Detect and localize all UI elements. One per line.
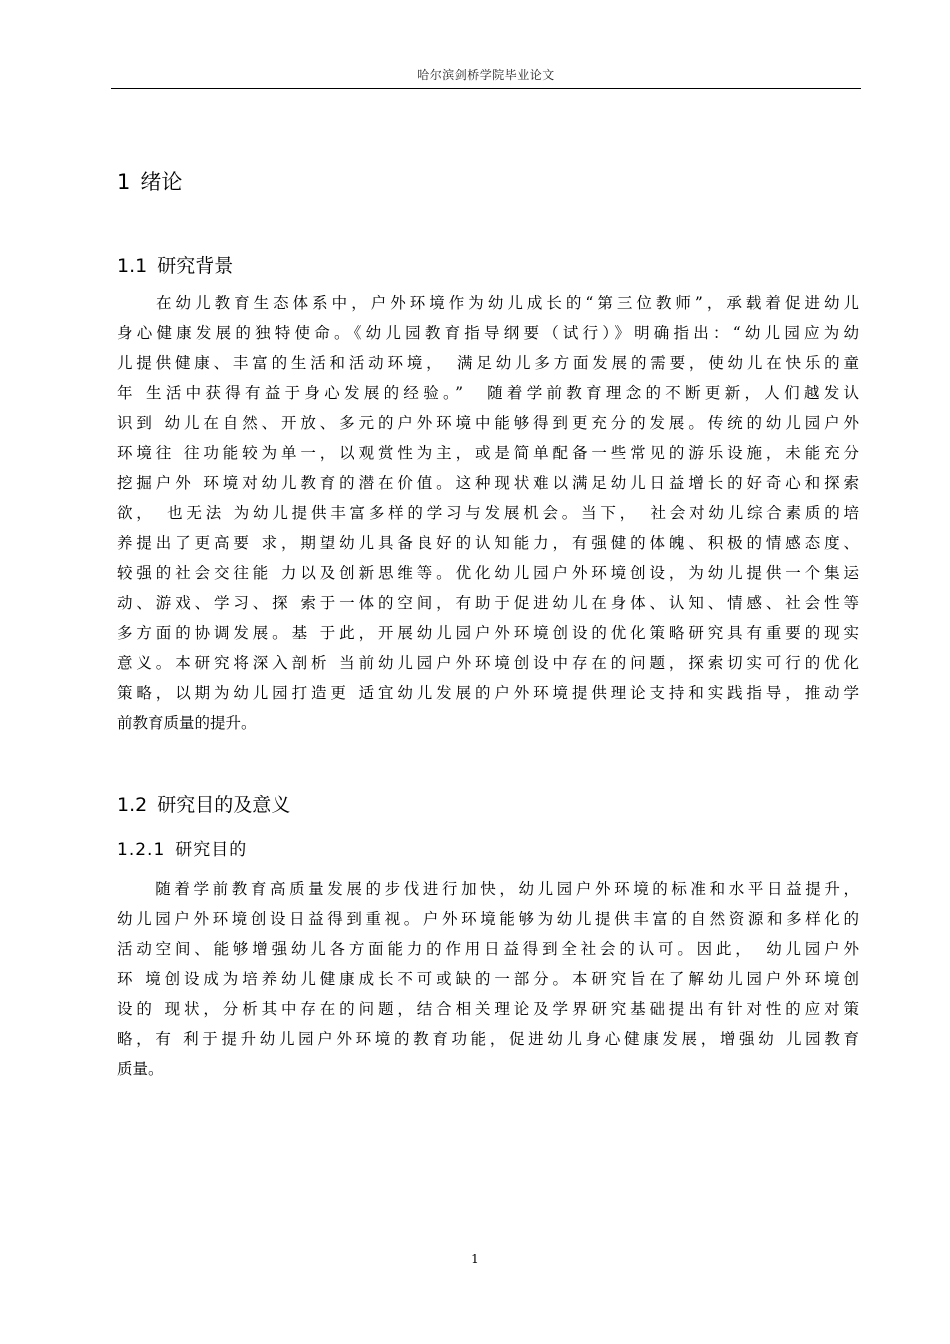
text-line: 识到 幼儿在自然、开放、多元的户外环境中能够得到更充分的发展。传统的幼儿园户外 <box>117 414 859 432</box>
text-line: 环境往 往功能较为单一，以观赏性为主，或是简单配备一些常见的游乐设施，未能充分 <box>117 444 859 462</box>
text-line: 意义。本研究将深入剖析 当前幼儿园户外环境创设中存在的问题，探索切实可行的优化 <box>117 654 859 672</box>
chapter-number: 1 <box>117 170 131 194</box>
text-line: 身心健康发展的独特使命。《幼儿园教育指导纲要（试行）》明确指出：“幼儿园应为幼 <box>117 324 859 342</box>
text-line: 幼儿园户外环境创设日益得到重视。户外环境能够为幼儿提供丰富的自然资源和多样化的 <box>117 910 859 928</box>
text-line: 欲， 也无法 为幼儿提供丰富多样的学习与发展机会。当下， 社会对幼儿综合素质的培 <box>117 504 859 522</box>
header-rule <box>111 88 861 89</box>
text-line: 在幼儿教育生态体系中，户外环境作为幼儿成长的“第三位教师”，承载着促进幼儿 <box>117 294 859 312</box>
text-line: 多方面的协调发展。基 于此，开展幼儿园户外环境创设的优化策略研究具有重要的现实 <box>117 624 859 642</box>
text-line: 动、游戏、学习、探 索于一体的空间，有助于促进幼儿在身体、认知、情感、社会性等 <box>117 594 859 612</box>
text-line: 策略，以期为幼儿园打造更 适宜幼儿发展的户外环境提供理论支持和实践指导，推动学 <box>117 684 859 702</box>
text-line: 略，有 利于提升幼儿园户外环境的教育功能，促进幼儿身心健康发展，增强幼 儿园教育 <box>117 1030 859 1048</box>
subsection-number: 1.2.1 <box>117 840 166 860</box>
section-title: 研究背景 <box>157 255 234 277</box>
text-line: 随着学前教育高质量发展的步伐进行加快，幼儿园户外环境的标准和水平日益提升， <box>117 880 859 898</box>
text-line: 前教育质量的提升。 <box>117 714 257 732</box>
text-line: 质量。 <box>117 1060 164 1078</box>
text-line: 养提出了更高要 求，期望幼儿具备良好的认知能力，有强健的体魄、积极的情感态度、 <box>117 534 859 552</box>
text-line: 较强的社会交往能 力以及创新思维等。优化幼儿园户外环境创设，为幼儿提供一个集运 <box>117 564 859 582</box>
section-title: 研究目的及意义 <box>157 794 291 816</box>
text-line: 环 境创设成为培养幼儿健康成长不可或缺的一部分。本研究旨在了解幼儿园户外环境创 <box>117 970 859 988</box>
subsection-title: 研究目的 <box>175 840 248 860</box>
text-line: 活动空间、能够增强幼儿各方面能力的作用日益得到全社会的认可。因此， 幼儿园户外 <box>117 940 859 958</box>
chapter-heading <box>117 166 182 196</box>
paragraph-background <box>117 288 859 738</box>
text-line: 儿提供健康、丰富的生活和活动环境， 满足幼儿多方面发展的需要，使幼儿在快乐的童 <box>117 354 859 372</box>
running-header: 哈尔滨剑桥学院毕业论文 <box>417 68 555 82</box>
text-line: 挖掘户外 环境对幼儿教育的潜在价值。这种现状难以满足幼儿日益增长的好奇心和探索 <box>117 474 859 492</box>
paragraph-purpose <box>117 874 859 1084</box>
text-line: 设的 现状，分析其中存在的问题，结合相关理论及学界研究基础提出有针对性的应对策 <box>117 1000 859 1018</box>
section-heading-1-2 <box>117 790 290 817</box>
section-number: 1.2 <box>117 794 148 816</box>
text-line: 年 生活中获得有益于身心发展的经验。” 随着学前教育理念的不断更新，人们越发认 <box>117 384 859 402</box>
chapter-title: 绪论 <box>140 170 183 194</box>
page-number: 1 <box>471 1252 479 1266</box>
section-heading-1-1 <box>117 251 233 278</box>
subsection-heading-1-2-1 <box>117 835 247 860</box>
section-number: 1.1 <box>117 255 148 277</box>
